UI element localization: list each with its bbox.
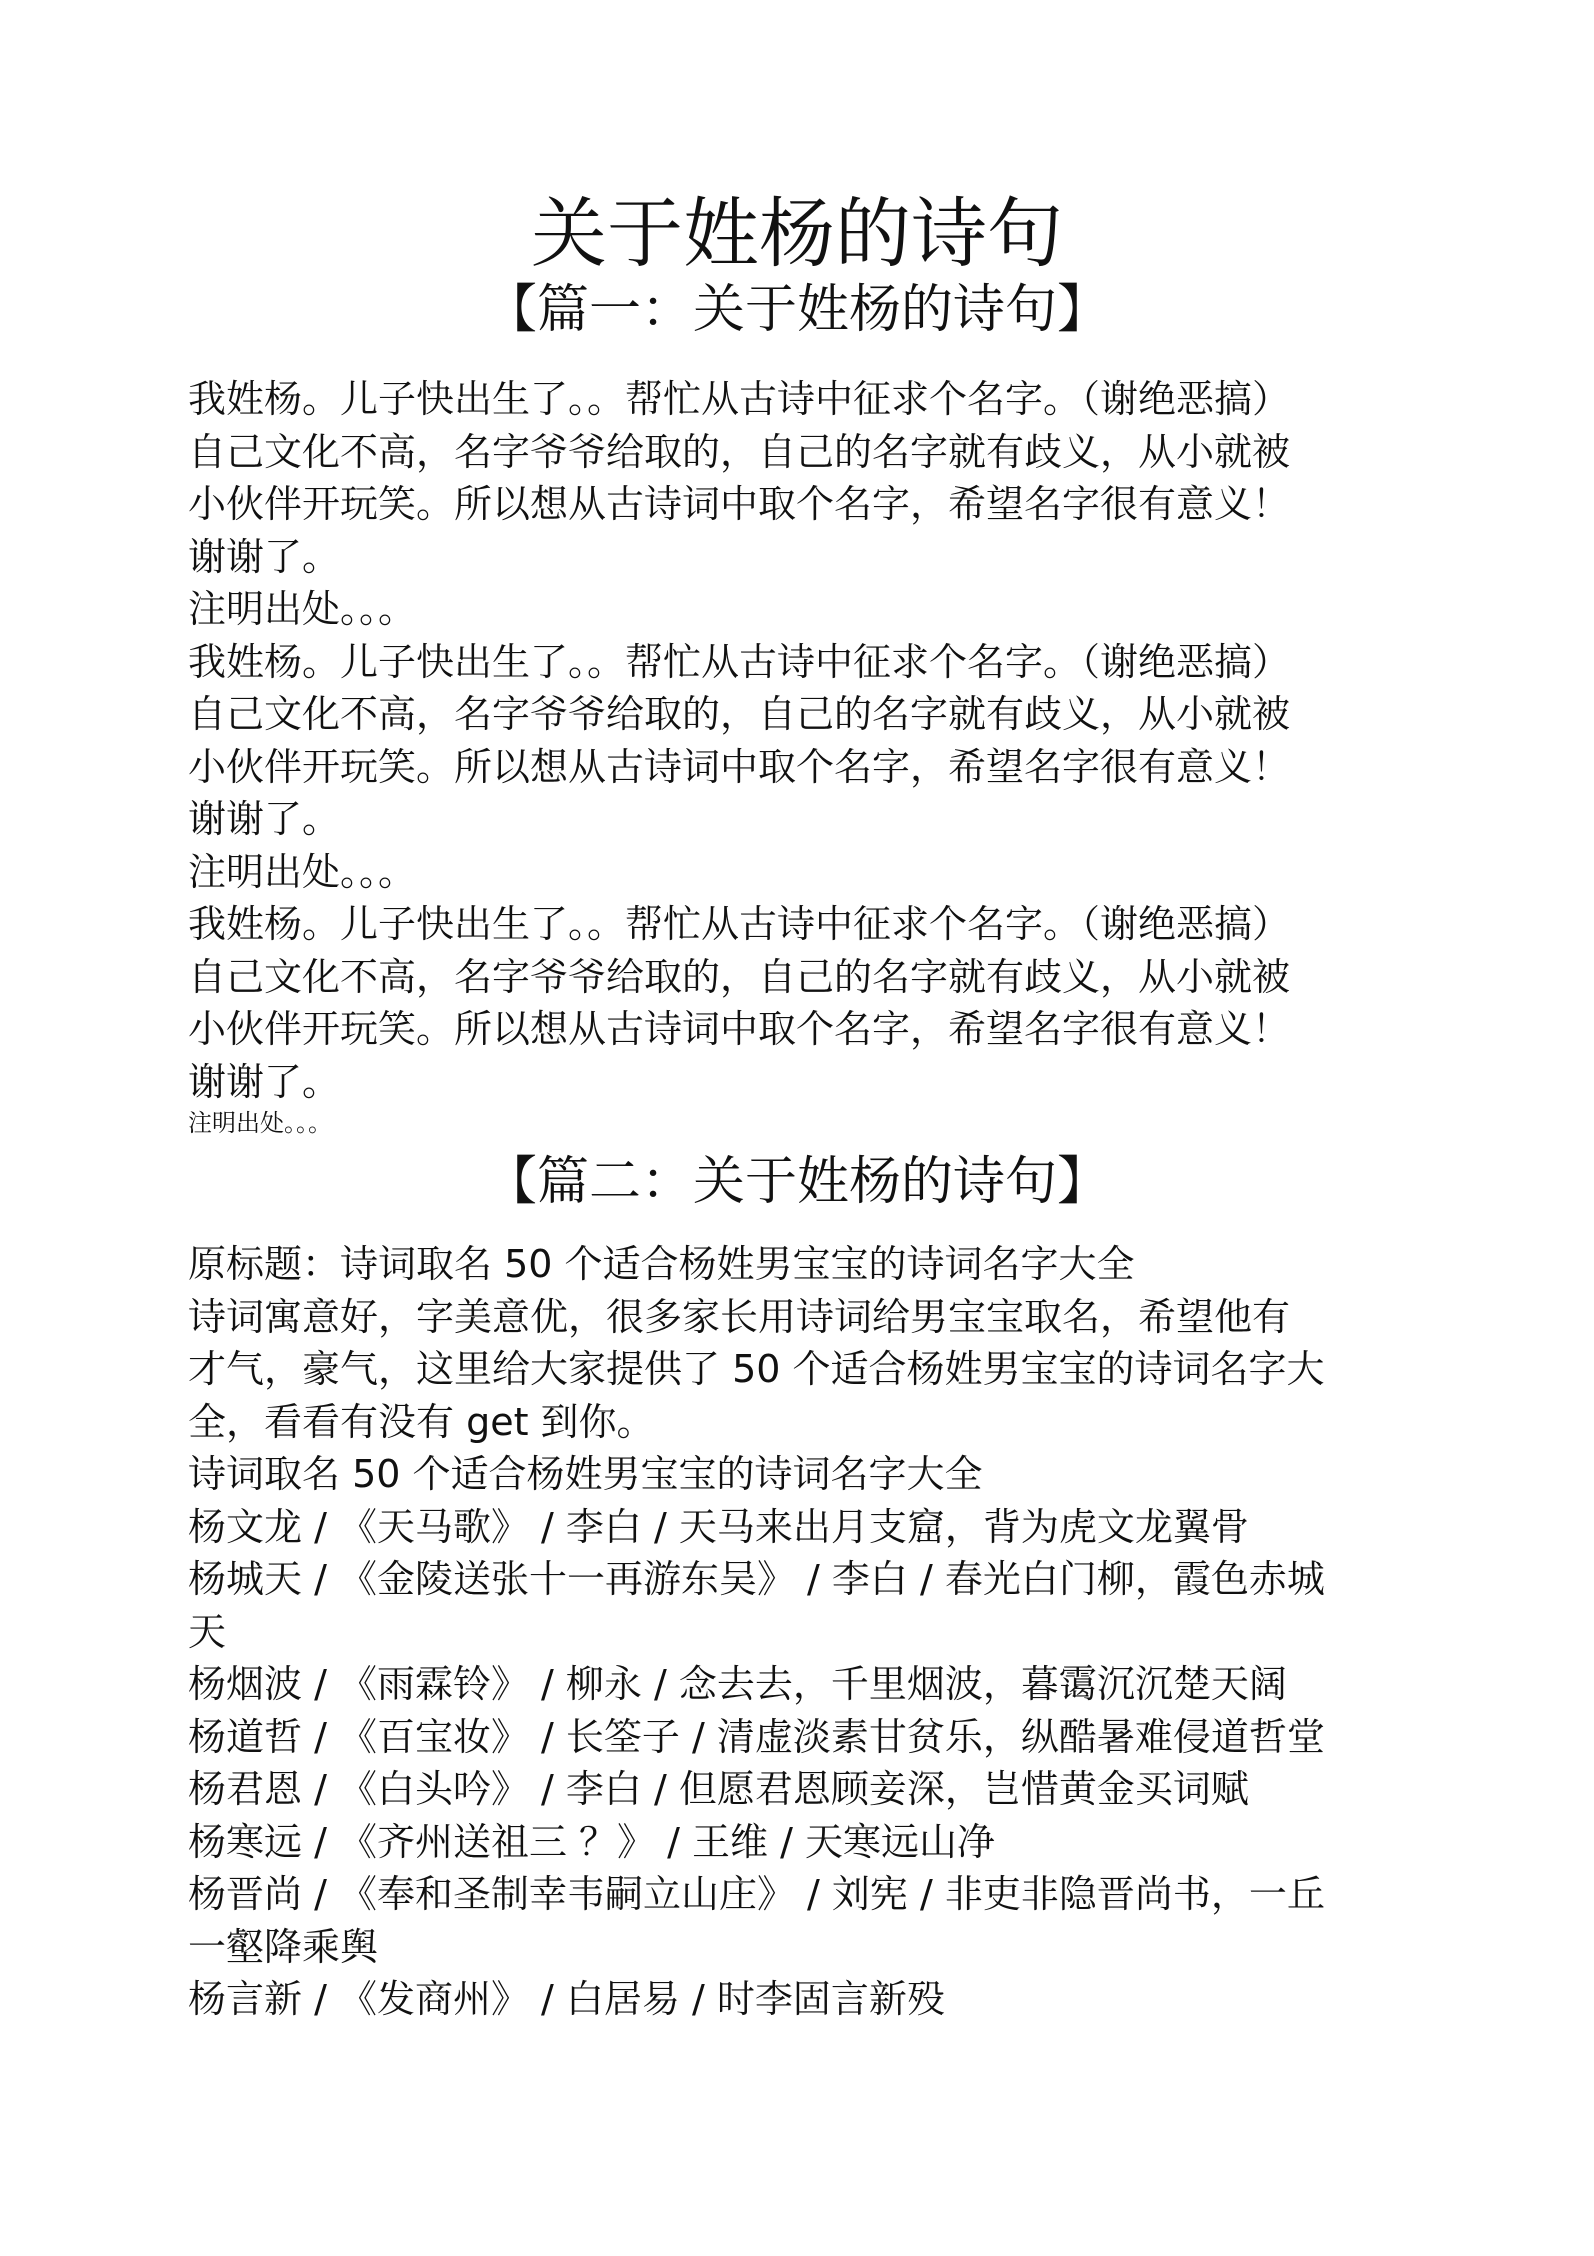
document-title: 关于姓杨的诗句: [531, 189, 1063, 278]
section-2-heading: 【篇二：关于姓杨的诗句】: [484, 1152, 1109, 1212]
text-line: 小伙伴开玩笑。所以想从古诗词中取个名字，希望名字很有意义！: [188, 482, 1291, 526]
text-line: 自己文化不高，名字爷爷给取的，自己的名字就有歧义，从小就被: [188, 954, 1291, 999]
text-line: 小伙伴开玩笑。所以想从古诗词中取个名字，希望名字很有意义！: [188, 744, 1291, 789]
name-entry-line: 杨道哲 / 《百宝妆》 / 长筌子 / 清虚淡素甘贫乐，纵酷暑难侵道哲堂: [188, 1714, 1325, 1759]
section-2-body: [188, 1238, 1408, 2026]
small-note-line: 注明出处。。。: [188, 1109, 332, 1137]
text-line: 才气，豪气，这里给大家提供了 50 个适合杨姓男宝宝的诗词名字大: [188, 1347, 1325, 1391]
text-line: 诗词取名 50 个适合杨姓男宝宝的诗词名字大全: [188, 1452, 983, 1496]
name-entry-line: 杨寒远 / 《齐州送祖三 ？》 / 王维 / 天寒远山净: [188, 1819, 995, 1864]
name-entry-line: 杨文龙 / 《天马歌》 / 李白 / 天马来出月支窟，背为虎文龙翼骨: [188, 1504, 1249, 1549]
name-entry-line: 杨言新 / 《发商州》 / 白居易 / 时李固言新殁: [188, 1977, 945, 2021]
section-1-heading: 【篇一：关于姓杨的诗句】: [484, 280, 1109, 340]
text-line: 诗词寓意好，字美意优，很多家长用诗词给男宝宝取名，希望他有: [188, 1294, 1291, 1339]
text-line: 小伙伴开玩笑。所以想从古诗词中取个名字，希望名字很有意义！: [188, 1007, 1291, 1051]
name-entry-line: 天: [188, 1609, 227, 1654]
text-line: 我姓杨。儿子快出生了。。帮忙从古诗中征求个名字。（谢绝恶搞）: [188, 902, 1291, 946]
text-line: 我姓杨。儿子快出生了。。帮忙从古诗中征求个名字。（谢绝恶搞）: [188, 377, 1291, 421]
text-line: 注明出处。。。: [188, 587, 417, 631]
text-line: 谢谢了。: [188, 1059, 341, 1104]
name-entry-line: 一壑降乘舆: [188, 1924, 379, 1969]
text-line: 注明出处。。。: [188, 849, 417, 894]
text-line: 全，看看有没有 get 到你。: [188, 1399, 655, 1444]
name-entry-line: 杨晋尚 / 《奉和圣制幸韦嗣立山庄》 / 刘宪 / 非吏非隐晋尚书，一丘: [188, 1872, 1325, 1916]
name-entry-line: 杨烟波 / 《雨霖铃》 / 柳永 / 念去去，千里烟波，暮霭沉沉楚天阔: [188, 1662, 1287, 1706]
text-line: 原标题：诗词取名 50 个适合杨姓男宝宝的诗词名字大全: [188, 1242, 1135, 1286]
section-1-body: [188, 373, 1408, 1138]
text-line: 自己文化不高，名字爷爷给取的，自己的名字就有歧义，从小就被: [188, 692, 1291, 736]
text-line: 谢谢了。: [188, 797, 341, 841]
name-entry-line: 杨君恩 / 《白头吟》 / 李白 / 但愿君恩顾妾深，岂惜黄金买词赋: [188, 1767, 1249, 1811]
text-line: 自己文化不高，名字爷爷给取的，自己的名字就有歧义，从小就被: [188, 429, 1291, 474]
text-line: 我姓杨。儿子快出生了。。帮忙从古诗中征求个名字。（谢绝恶搞）: [188, 639, 1291, 684]
text-line: 谢谢了。: [188, 534, 341, 579]
name-entry-line: 杨城天 / 《金陵送张十一再游东吴》 / 李白 / 春光白门柳，霞色赤城: [188, 1557, 1325, 1601]
